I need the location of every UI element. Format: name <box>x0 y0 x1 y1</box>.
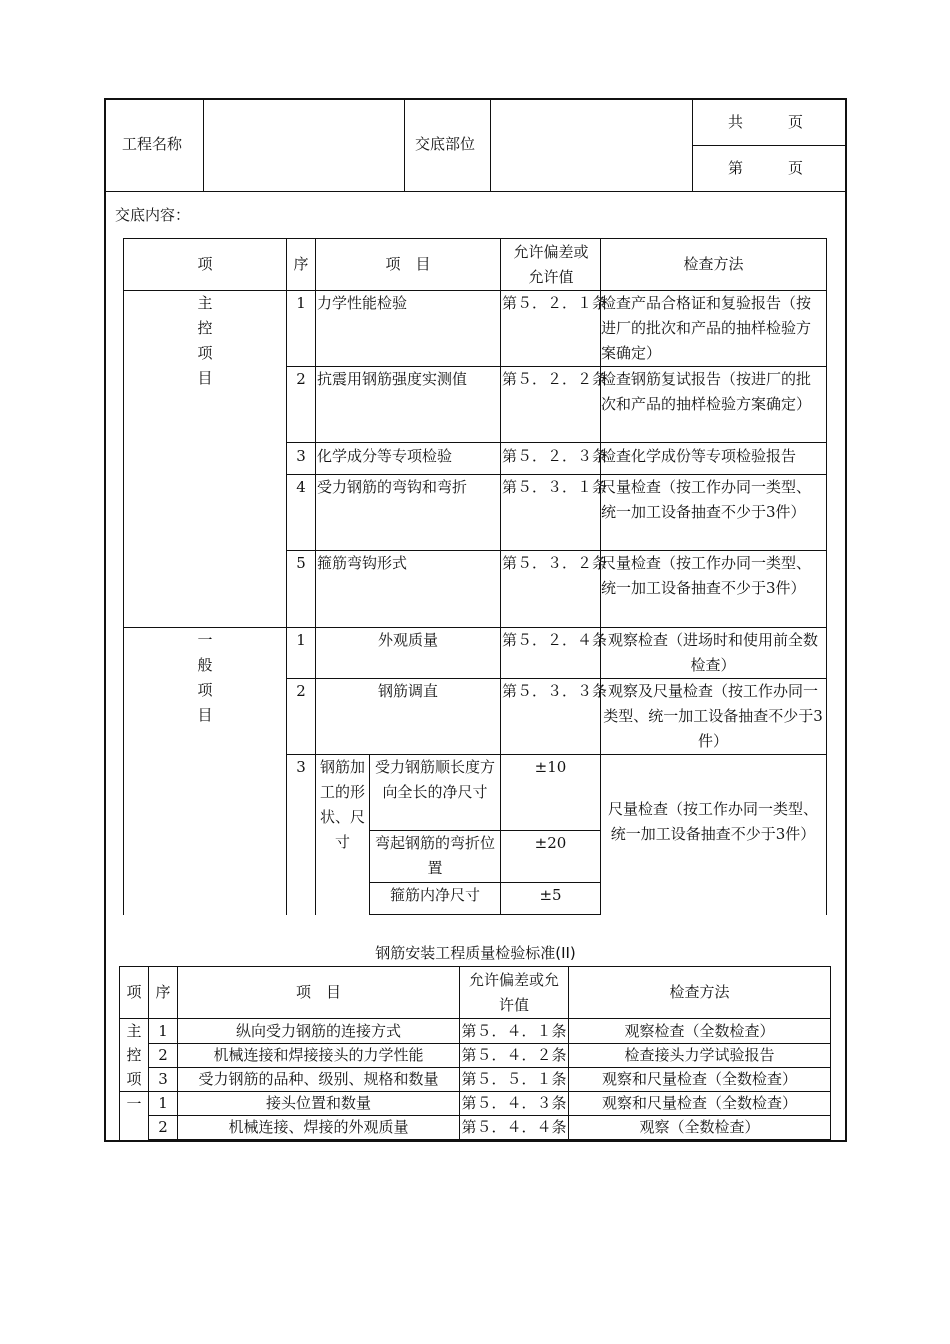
t2-row1-tolerance: 第５．４．１条 <box>461 1022 567 1040</box>
t2-row3-item: 受力钢筋的品种、级别、规格和数量 <box>198 1070 439 1088</box>
t1-general-row1-tolerance: 第５．２．４条 <box>502 631 608 649</box>
t1-general-row3-sub1-item: 受力钢筋顺长度方向全长的净尺寸 <box>374 758 495 801</box>
t1-header-tolerance: 允许偏差或允许值 <box>513 243 589 286</box>
t2-row2-tolerance: 第５．４．２条 <box>461 1046 567 1064</box>
t1-main-row4-item: 受力钢筋的弯钩和弯折 <box>317 478 468 496</box>
project-name-label: 工程名称 <box>122 135 183 153</box>
t1-general-row3-sub3-item: 箍筋内净尺寸 <box>389 886 480 904</box>
t2-row3-seq: 3 <box>158 1070 168 1088</box>
t1-general-row3-method: 尺量检查（按工作办同一类型、统一加工设备抽查不少于3件） <box>607 800 818 843</box>
t1-main-row3-seq: 3 <box>296 447 306 465</box>
t2-header-item: 项 目 <box>295 983 341 1001</box>
t1-main-row5-item: 箍筋弯钩形式 <box>317 554 408 572</box>
t1-main-row4-tolerance: 第５．３．１条 <box>502 478 608 496</box>
t1-main-row3-item: 化学成分等专项检验 <box>317 447 453 465</box>
t1-general-row3-sub2-item: 弯起钢筋的弯折位置 <box>374 834 495 877</box>
t2-row5-method: 观察（全数检查） <box>639 1118 760 1136</box>
t1-header-category: 项 <box>197 255 213 273</box>
t1-header-method: 检查方法 <box>683 255 744 273</box>
t2-general-category: 一 <box>126 1095 142 1113</box>
t2-row4-tolerance: 第５．４．３条 <box>461 1094 567 1112</box>
total-pages-label: 共 页 <box>728 113 804 131</box>
t1-main-row5-method: 尺量检查（按工作办同一类型、统一加工设备抽查不少于3件） <box>601 554 812 597</box>
t2-row2-method: 检查接头力学试验报告 <box>624 1046 775 1064</box>
t1-general-row3-sub3-tolerance: ±5 <box>539 886 562 904</box>
t1-main-row4-seq: 4 <box>296 478 306 496</box>
handover-part-value[interactable] <box>492 100 690 190</box>
t1-main-row2-item: 抗震用钢筋强度实测值 <box>317 370 468 388</box>
t2-header-tolerance: 允许偏差或允许值 <box>468 971 559 1014</box>
t2-row1-item: 纵向受力钢筋的连接方式 <box>235 1022 401 1040</box>
t1-main-row2-method: 检查钢筋复试报告（按进厂的批次和产品的抽样检验方案确定） <box>601 370 812 413</box>
content-label: 交底内容： <box>115 206 191 224</box>
t2-main-control-category: 主控项 <box>126 1022 142 1088</box>
t1-general-row1-method: 观察检查（进场时和使用前全数检查） <box>607 631 818 674</box>
t1-general-row1-item: 外观质量 <box>377 631 438 649</box>
t1-main-row1-item: 力学性能检验 <box>317 294 408 312</box>
t1-general-row2-item: 钢筋调直 <box>377 682 438 700</box>
t1-general-row3-sub2-tolerance: ±20 <box>534 834 567 852</box>
t1-main-row2-tolerance: 第５．２．２条 <box>502 370 608 388</box>
t2-row3-tolerance: 第５．５．１条 <box>461 1070 567 1088</box>
t2-row3-method: 观察和尺量检查（全数检查） <box>601 1070 797 1088</box>
t2-header-seq: 序 <box>155 983 171 1001</box>
t1-main-row4-method: 尺量检查（按工作办同一类型、统一加工设备抽查不少于3件） <box>601 478 812 521</box>
t1-general-row3-sub1-tolerance: ±10 <box>534 758 567 776</box>
t1-main-control-category: 主控项目 <box>197 294 213 387</box>
t2-row4-item: 接头位置和数量 <box>265 1094 371 1112</box>
page-number-label: 第 页 <box>728 159 804 177</box>
t2-row5-item: 机械连接、焊接的外观质量 <box>228 1118 409 1136</box>
t2-row4-seq: 1 <box>158 1094 168 1112</box>
t1-main-row5-tolerance: 第５．３．２条 <box>502 554 608 572</box>
t2-row2-seq: 2 <box>158 1046 168 1064</box>
handover-part-label: 交底部位 <box>415 135 476 153</box>
t1-main-row3-method: 检查化学成份等专项检验报告 <box>601 447 797 465</box>
t1-general-row3-seq: 3 <box>296 758 306 776</box>
t2-header-category: 项 <box>126 983 142 1001</box>
t2-row1-method: 观察检查（全数检查） <box>624 1022 775 1040</box>
t1-header-seq: 序 <box>293 255 309 273</box>
table2-title: 钢筋安装工程质量检验标准(II) <box>375 944 576 962</box>
t1-general-row3-group: 钢筋加工的形状、尺寸 <box>319 758 365 851</box>
t1-general-row2-method: 观察及尺量检查（按工作办同一类型、统一加工设备抽查不少于3件） <box>603 682 823 750</box>
t2-row4-method: 观察和尺量检查（全数检查） <box>601 1094 797 1112</box>
t1-main-row1-method: 检查产品合格证和复验报告（按进厂的批次和产品的抽样检验方案确定） <box>601 294 812 362</box>
t1-main-row2-seq: 2 <box>296 370 306 388</box>
t1-general-row1-seq: 1 <box>296 631 306 649</box>
t1-main-row1-tolerance: 第５．２．１条 <box>502 294 608 312</box>
t1-general-row2-seq: 2 <box>296 682 306 700</box>
t1-general-row2-tolerance: 第５．３．３条 <box>502 682 608 700</box>
t1-main-row3-tolerance: 第５．２．３条 <box>502 447 608 465</box>
t1-header-item: 项 目 <box>385 255 431 273</box>
t1-general-category: 一般项目 <box>197 631 213 724</box>
t2-row5-seq: 2 <box>158 1118 168 1136</box>
t2-header-method: 检查方法 <box>669 983 730 1001</box>
project-name-value[interactable] <box>205 100 403 190</box>
t2-row1-seq: 1 <box>158 1022 168 1040</box>
t2-row2-item: 机械连接和焊接接头的力学性能 <box>213 1046 424 1064</box>
t1-main-row1-seq: 1 <box>296 294 306 312</box>
t1-main-row5-seq: 5 <box>296 554 306 572</box>
t2-row5-tolerance: 第５．４．４条 <box>461 1118 567 1136</box>
